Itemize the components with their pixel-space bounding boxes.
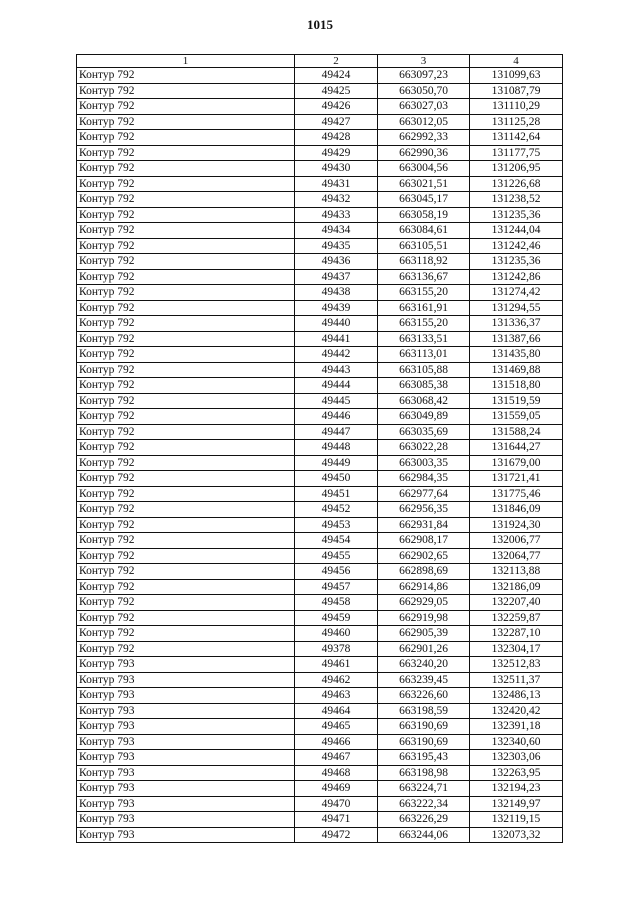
y-coordinate-cell: 131206,95 — [470, 161, 563, 177]
y-coordinate-cell: 132391,18 — [470, 719, 563, 735]
table-row — [77, 99, 563, 115]
point-number-cell: 49461 — [295, 657, 378, 673]
contour-name-cell: Контур 792 — [77, 114, 295, 130]
contour-name-cell: Контур 792 — [77, 300, 295, 316]
point-number-cell: 49447 — [295, 424, 378, 440]
contour-name-cell: Контур 792 — [77, 486, 295, 502]
table-row — [77, 471, 563, 487]
x-coordinate-cell: 662919,98 — [378, 610, 470, 626]
contour-name-cell: Контур 792 — [77, 610, 295, 626]
header-cell-3: 3 — [378, 55, 470, 68]
x-coordinate-cell: 662931,84 — [378, 517, 470, 533]
contour-name-cell: Контур 792 — [77, 533, 295, 549]
x-coordinate-cell: 663224,71 — [378, 781, 470, 797]
table-row — [77, 796, 563, 812]
y-coordinate-cell: 132259,87 — [470, 610, 563, 626]
table-header — [77, 55, 563, 68]
contour-name-cell: Контур 792 — [77, 254, 295, 270]
contour-name-cell: Контур 793 — [77, 672, 295, 688]
point-number-cell: 49432 — [295, 192, 378, 208]
point-number-cell: 49440 — [295, 316, 378, 332]
table-row — [77, 827, 563, 843]
x-coordinate-cell: 663021,51 — [378, 176, 470, 192]
y-coordinate-cell: 131469,88 — [470, 362, 563, 378]
table-row — [77, 347, 563, 363]
y-coordinate-cell: 131679,00 — [470, 455, 563, 471]
x-coordinate-cell: 662908,17 — [378, 533, 470, 549]
table-row — [77, 145, 563, 161]
contour-name-cell: Контур 792 — [77, 641, 295, 657]
y-coordinate-cell: 131518,80 — [470, 378, 563, 394]
point-number-cell: 49462 — [295, 672, 378, 688]
point-number-cell: 49425 — [295, 83, 378, 99]
contour-name-cell: Контур 792 — [77, 517, 295, 533]
table-row — [77, 610, 563, 626]
x-coordinate-cell: 663084,61 — [378, 223, 470, 239]
contour-name-cell: Контур 792 — [77, 83, 295, 99]
x-coordinate-cell: 663113,01 — [378, 347, 470, 363]
contour-name-cell: Контур 792 — [77, 269, 295, 285]
y-coordinate-cell: 131336,37 — [470, 316, 563, 332]
header-cell-1: 1 — [77, 55, 295, 68]
contour-name-cell: Контур 792 — [77, 347, 295, 363]
y-coordinate-cell: 132512,83 — [470, 657, 563, 673]
y-coordinate-cell: 131235,36 — [470, 254, 563, 270]
table-row — [77, 502, 563, 518]
y-coordinate-cell: 131387,66 — [470, 331, 563, 347]
point-number-cell: 49467 — [295, 750, 378, 766]
y-coordinate-cell: 131244,04 — [470, 223, 563, 239]
contour-name-cell: Контур 793 — [77, 688, 295, 704]
point-number-cell: 49463 — [295, 688, 378, 704]
x-coordinate-cell: 663045,17 — [378, 192, 470, 208]
point-number-cell: 49452 — [295, 502, 378, 518]
point-number-cell: 49459 — [295, 610, 378, 626]
point-number-cell: 49456 — [295, 564, 378, 580]
x-coordinate-cell: 662902,65 — [378, 548, 470, 564]
contour-name-cell: Контур 793 — [77, 719, 295, 735]
point-number-cell: 49431 — [295, 176, 378, 192]
x-coordinate-cell: 663004,56 — [378, 161, 470, 177]
contour-name-cell: Контур 793 — [77, 734, 295, 750]
x-coordinate-cell: 663105,88 — [378, 362, 470, 378]
contour-name-cell: Контур 792 — [77, 548, 295, 564]
point-number-cell: 49434 — [295, 223, 378, 239]
table-row — [77, 238, 563, 254]
point-number-cell: 49429 — [295, 145, 378, 161]
y-coordinate-cell: 131559,05 — [470, 409, 563, 425]
page-number: 1015 — [307, 17, 333, 32]
x-coordinate-cell: 662898,69 — [378, 564, 470, 580]
table-row — [77, 750, 563, 766]
x-coordinate-cell: 662901,26 — [378, 641, 470, 657]
table-row — [77, 192, 563, 208]
table-row — [77, 719, 563, 735]
x-coordinate-cell: 663190,69 — [378, 734, 470, 750]
x-coordinate-cell: 663027,03 — [378, 99, 470, 115]
x-coordinate-cell: 663022,28 — [378, 440, 470, 456]
point-number-cell: 49378 — [295, 641, 378, 657]
point-number-cell: 49443 — [295, 362, 378, 378]
x-coordinate-cell: 662992,33 — [378, 130, 470, 146]
point-number-cell: 49433 — [295, 207, 378, 223]
x-coordinate-cell: 662914,86 — [378, 579, 470, 595]
contour-name-cell: Контур 793 — [77, 796, 295, 812]
y-coordinate-cell: 132186,09 — [470, 579, 563, 595]
x-coordinate-cell: 663068,42 — [378, 393, 470, 409]
contour-name-cell: Контур 793 — [77, 657, 295, 673]
point-number-cell: 49458 — [295, 595, 378, 611]
table-row — [77, 579, 563, 595]
contour-name-cell: Контур 792 — [77, 145, 295, 161]
header-cell-2: 2 — [295, 55, 378, 68]
contour-name-cell: Контур 793 — [77, 765, 295, 781]
table-row — [77, 533, 563, 549]
contour-name-cell: Контур 792 — [77, 316, 295, 332]
contour-name-cell: Контур 792 — [77, 579, 295, 595]
contour-name-cell: Контур 792 — [77, 207, 295, 223]
contour-name-cell: Контур 793 — [77, 812, 295, 828]
point-number-cell: 49468 — [295, 765, 378, 781]
table-row — [77, 688, 563, 704]
x-coordinate-cell: 663240,20 — [378, 657, 470, 673]
table-row — [77, 595, 563, 611]
point-number-cell: 49435 — [295, 238, 378, 254]
point-number-cell: 49436 — [295, 254, 378, 270]
contour-name-cell: Контур 792 — [77, 68, 295, 84]
y-coordinate-cell: 131177,75 — [470, 145, 563, 161]
y-coordinate-cell: 131235,36 — [470, 207, 563, 223]
y-coordinate-cell: 132073,32 — [470, 827, 563, 843]
table-row — [77, 703, 563, 719]
y-coordinate-cell: 131238,52 — [470, 192, 563, 208]
x-coordinate-cell: 663105,51 — [378, 238, 470, 254]
y-coordinate-cell: 131644,27 — [470, 440, 563, 456]
y-coordinate-cell: 131274,42 — [470, 285, 563, 301]
x-coordinate-cell: 663003,35 — [378, 455, 470, 471]
point-number-cell: 49446 — [295, 409, 378, 425]
point-number-cell: 49450 — [295, 471, 378, 487]
table-row — [77, 424, 563, 440]
x-coordinate-cell: 663195,43 — [378, 750, 470, 766]
y-coordinate-cell: 132006,77 — [470, 533, 563, 549]
contour-name-cell: Контур 792 — [77, 424, 295, 440]
point-number-cell: 49460 — [295, 626, 378, 642]
y-coordinate-cell: 131142,64 — [470, 130, 563, 146]
point-number-cell: 49448 — [295, 440, 378, 456]
table-row — [77, 765, 563, 781]
table-row — [77, 254, 563, 270]
point-number-cell: 49438 — [295, 285, 378, 301]
y-coordinate-cell: 131125,28 — [470, 114, 563, 130]
y-coordinate-cell: 131294,55 — [470, 300, 563, 316]
x-coordinate-cell: 663190,69 — [378, 719, 470, 735]
table-row — [77, 161, 563, 177]
contour-name-cell: Контур 792 — [77, 502, 295, 518]
y-coordinate-cell: 131519,59 — [470, 393, 563, 409]
contour-name-cell: Контур 793 — [77, 703, 295, 719]
table-row — [77, 440, 563, 456]
table-row — [77, 223, 563, 239]
point-number-cell: 49465 — [295, 719, 378, 735]
header-row — [77, 55, 563, 68]
point-number-cell: 49457 — [295, 579, 378, 595]
contour-name-cell: Контур 792 — [77, 285, 295, 301]
header-cell-4: 4 — [470, 55, 563, 68]
point-number-cell: 49472 — [295, 827, 378, 843]
y-coordinate-cell: 132340,60 — [470, 734, 563, 750]
x-coordinate-cell: 662956,35 — [378, 502, 470, 518]
point-number-cell: 49466 — [295, 734, 378, 750]
table-row — [77, 114, 563, 130]
table-row — [77, 626, 563, 642]
x-coordinate-cell: 663049,89 — [378, 409, 470, 425]
table-row — [77, 83, 563, 99]
point-number-cell: 49451 — [295, 486, 378, 502]
table-row — [77, 300, 563, 316]
x-coordinate-cell: 662905,39 — [378, 626, 470, 642]
y-coordinate-cell: 132420,42 — [470, 703, 563, 719]
table-row — [77, 781, 563, 797]
y-coordinate-cell: 132287,10 — [470, 626, 563, 642]
contour-name-cell: Контур 792 — [77, 130, 295, 146]
contour-name-cell: Контур 792 — [77, 393, 295, 409]
point-number-cell: 49437 — [295, 269, 378, 285]
y-coordinate-cell: 132119,15 — [470, 812, 563, 828]
contour-name-cell: Контур 792 — [77, 440, 295, 456]
point-number-cell: 49426 — [295, 99, 378, 115]
y-coordinate-cell: 132149,97 — [470, 796, 563, 812]
table-row — [77, 393, 563, 409]
table-row — [77, 331, 563, 347]
table-body — [77, 68, 563, 843]
point-number-cell: 49453 — [295, 517, 378, 533]
x-coordinate-cell: 663155,20 — [378, 316, 470, 332]
table-row — [77, 68, 563, 84]
table-row — [77, 641, 563, 657]
point-number-cell: 49444 — [295, 378, 378, 394]
contour-name-cell: Контур 793 — [77, 781, 295, 797]
table-row — [77, 207, 563, 223]
point-number-cell: 49441 — [295, 331, 378, 347]
y-coordinate-cell: 131775,46 — [470, 486, 563, 502]
contour-name-cell: Контур 792 — [77, 564, 295, 580]
x-coordinate-cell: 663133,51 — [378, 331, 470, 347]
contour-name-cell: Контур 793 — [77, 750, 295, 766]
x-coordinate-cell: 663244,06 — [378, 827, 470, 843]
y-coordinate-cell: 131435,80 — [470, 347, 563, 363]
point-number-cell: 49427 — [295, 114, 378, 130]
point-number-cell: 49470 — [295, 796, 378, 812]
table-row — [77, 130, 563, 146]
point-number-cell: 49428 — [295, 130, 378, 146]
table-row — [77, 734, 563, 750]
contour-name-cell: Контур 792 — [77, 409, 295, 425]
table-row — [77, 517, 563, 533]
table-row — [77, 812, 563, 828]
contour-name-cell: Контур 792 — [77, 471, 295, 487]
table-row — [77, 548, 563, 564]
point-number-cell: 49439 — [295, 300, 378, 316]
y-coordinate-cell: 132064,77 — [470, 548, 563, 564]
x-coordinate-cell: 663035,69 — [378, 424, 470, 440]
contour-name-cell: Контур 792 — [77, 331, 295, 347]
y-coordinate-cell: 132194,23 — [470, 781, 563, 797]
x-coordinate-cell: 663118,92 — [378, 254, 470, 270]
contour-name-cell: Контур 792 — [77, 595, 295, 611]
point-number-cell: 49455 — [295, 548, 378, 564]
x-coordinate-cell: 663155,20 — [378, 285, 470, 301]
point-number-cell: 49430 — [295, 161, 378, 177]
table-row — [77, 486, 563, 502]
coordinates-table — [76, 54, 563, 843]
y-coordinate-cell: 131721,41 — [470, 471, 563, 487]
y-coordinate-cell: 132263,95 — [470, 765, 563, 781]
y-coordinate-cell: 131588,24 — [470, 424, 563, 440]
contour-name-cell: Контур 792 — [77, 161, 295, 177]
x-coordinate-cell: 663222,34 — [378, 796, 470, 812]
table-row — [77, 657, 563, 673]
contour-name-cell: Контур 792 — [77, 238, 295, 254]
y-coordinate-cell: 132207,40 — [470, 595, 563, 611]
point-number-cell: 49464 — [295, 703, 378, 719]
table-row — [77, 285, 563, 301]
point-number-cell: 49424 — [295, 68, 378, 84]
table-row — [77, 409, 563, 425]
table-row — [77, 316, 563, 332]
x-coordinate-cell: 663136,67 — [378, 269, 470, 285]
table-row — [77, 564, 563, 580]
x-coordinate-cell: 663198,98 — [378, 765, 470, 781]
x-coordinate-cell: 663161,91 — [378, 300, 470, 316]
x-coordinate-cell: 662984,35 — [378, 471, 470, 487]
table-row — [77, 455, 563, 471]
y-coordinate-cell: 131087,79 — [470, 83, 563, 99]
point-number-cell: 49471 — [295, 812, 378, 828]
x-coordinate-cell: 662929,05 — [378, 595, 470, 611]
x-coordinate-cell: 662990,36 — [378, 145, 470, 161]
contour-name-cell: Контур 793 — [77, 827, 295, 843]
point-number-cell: 49442 — [295, 347, 378, 363]
x-coordinate-cell: 663058,19 — [378, 207, 470, 223]
contour-name-cell: Контур 792 — [77, 362, 295, 378]
contour-name-cell: Контур 792 — [77, 99, 295, 115]
contour-name-cell: Контур 792 — [77, 455, 295, 471]
contour-name-cell: Контур 792 — [77, 626, 295, 642]
point-number-cell: 49454 — [295, 533, 378, 549]
point-number-cell: 49445 — [295, 393, 378, 409]
point-number-cell: 49449 — [295, 455, 378, 471]
x-coordinate-cell: 663239,45 — [378, 672, 470, 688]
x-coordinate-cell: 662977,64 — [378, 486, 470, 502]
y-coordinate-cell: 131110,29 — [470, 99, 563, 115]
table-row — [77, 176, 563, 192]
contour-name-cell: Контур 792 — [77, 192, 295, 208]
y-coordinate-cell: 131242,86 — [470, 269, 563, 285]
table-row — [77, 362, 563, 378]
y-coordinate-cell: 132486,13 — [470, 688, 563, 704]
table-row — [77, 672, 563, 688]
y-coordinate-cell: 131924,30 — [470, 517, 563, 533]
x-coordinate-cell: 663097,23 — [378, 68, 470, 84]
y-coordinate-cell: 131242,46 — [470, 238, 563, 254]
y-coordinate-cell: 131846,09 — [470, 502, 563, 518]
x-coordinate-cell: 663226,60 — [378, 688, 470, 704]
contour-name-cell: Контур 792 — [77, 378, 295, 394]
table-row — [77, 269, 563, 285]
x-coordinate-cell: 663050,70 — [378, 83, 470, 99]
x-coordinate-cell: 663226,29 — [378, 812, 470, 828]
y-coordinate-cell: 132303,06 — [470, 750, 563, 766]
y-coordinate-cell: 131099,63 — [470, 68, 563, 84]
x-coordinate-cell: 663085,38 — [378, 378, 470, 394]
y-coordinate-cell: 132113,88 — [470, 564, 563, 580]
contour-name-cell: Контур 792 — [77, 223, 295, 239]
x-coordinate-cell: 663012,05 — [378, 114, 470, 130]
table-row — [77, 378, 563, 394]
x-coordinate-cell: 663198,59 — [378, 703, 470, 719]
y-coordinate-cell: 131226,68 — [470, 176, 563, 192]
point-number-cell: 49469 — [295, 781, 378, 797]
y-coordinate-cell: 132304,17 — [470, 641, 563, 657]
contour-name-cell: Контур 792 — [77, 176, 295, 192]
y-coordinate-cell: 132511,37 — [470, 672, 563, 688]
